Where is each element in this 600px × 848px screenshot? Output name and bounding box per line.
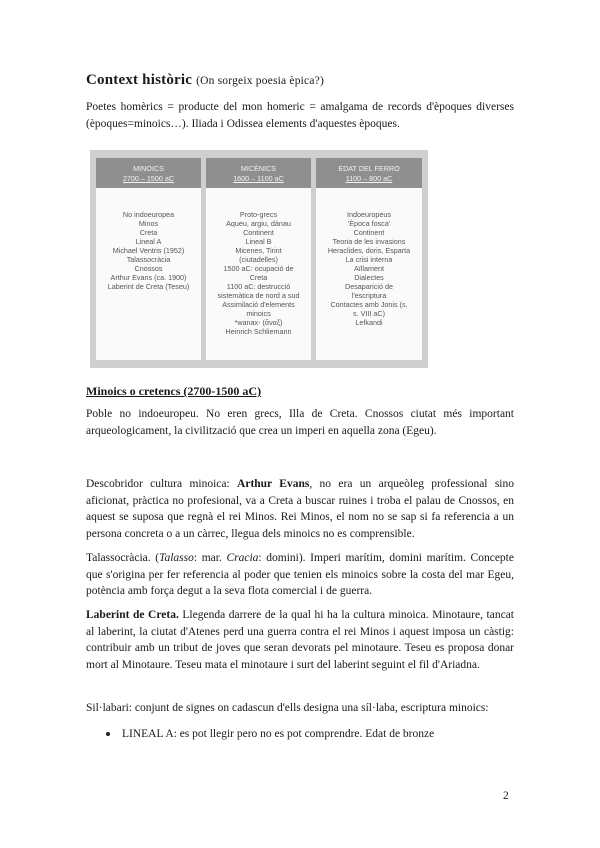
column-item: *wanax- (ἄναξ): [234, 318, 283, 327]
column-item: La crisi interna: [345, 255, 393, 264]
paragraph-labyrinth: [86, 607, 514, 673]
column-item: Aïllament: [354, 264, 384, 273]
paragraph-discoverer: [86, 476, 514, 542]
column-item: Continent: [243, 228, 274, 237]
column-item: Talassocràcia: [126, 255, 171, 264]
column-name: MINOICS: [133, 164, 164, 173]
bullet-dot-icon: [106, 732, 110, 736]
column-item: Lineal A: [135, 237, 162, 246]
column-item: Minos: [138, 219, 159, 228]
periods-table: [90, 150, 428, 368]
column-header: [96, 158, 201, 188]
heading-title: Context històric: [86, 72, 193, 88]
column-item: Dialectes: [354, 273, 384, 282]
column-item: 1100 aC: destrucció: [226, 282, 291, 291]
column-item: Creta: [249, 273, 268, 282]
paragraph-syllabary: Sil·labari: conjunt de signes on cadascun d'ells designa una síl·laba, escriptura minoics:: [86, 702, 489, 714]
intro-paragraph: Poetes homèrics = producte del mon homeric = amalgama de records d'èpoques diverses (èpoques=minoics…). Iliada i Odissea elements d'aquestes èpoques.: [86, 101, 514, 130]
column-item: Teoria de les invasions: [332, 237, 406, 246]
page-number: 2: [503, 790, 509, 802]
column-item: Laberint de Creta (Teseu): [107, 282, 190, 291]
column-item: Cnossos: [134, 264, 163, 273]
section-title: Minoics o cretencs (2700-1500 aC): [86, 384, 262, 398]
bullet-item: [106, 726, 434, 742]
column-items: [208, 210, 309, 336]
discoverer-text: , no era un arqueòleg professional sino aficionat, pràctica no profesional, va a Creta a buscar ruines i troba el palau de Cnossos, en aquest se suposa que regnà el rei Minos. Rei Minos, el nom no se sap si fa referencia a un persona concreta o a un càrrec, llegua dels minoics no es comprensible.: [86, 478, 514, 540]
column-range: 1100 – 800 aC: [345, 174, 393, 183]
table-column-minoics: [96, 158, 201, 360]
column-item: (ciutadelles): [239, 255, 278, 264]
column-item: Micenes, Tirint: [235, 246, 282, 255]
column-item: 1500 aC: ocupació de: [223, 264, 294, 273]
column-item: Heraclides, doris, Esparta: [327, 246, 411, 255]
column-item: s. VIII aC): [353, 309, 385, 318]
heading-subtitle: (On sorgeix poesia èpica?): [196, 75, 324, 87]
labyrinth-text: Llegenda darrere de la qual hi ha la cultura minoica. Minotaure, tancat al laberint, la ciutat d'Atenes perd una guerra contra el rei Minos i aquest imposa un càstig: contribuir amb un tribut de joves que seran devorats pel minotaure. Teseu es proposa donar mort al Minotaure. Teseu mata el minotaure i surt del laberint seguint el fil d'Ariadna.: [86, 609, 514, 671]
column-item: Lineal B: [245, 237, 272, 246]
column-item: Heinrich Schliemann: [225, 327, 292, 336]
column-item: No indoeuropea: [122, 210, 175, 219]
paragraph-thalassocracy: [86, 550, 514, 600]
column-item: Creta: [139, 228, 158, 237]
thalassocracy-text: : domini). Imperi marítim, domini marítim. Concepte que s'origina per fer referencia al poder que tenien els minoics sobre la costa del mar Egeu, potència amb força degut a la seva flota comercial i de guerra.: [86, 552, 514, 597]
discoverer-lead: Descobridor cultura minoica:: [86, 478, 238, 490]
thalassocracy-term-talasso: Talasso: [159, 552, 194, 564]
thalassocracy-term-cracia: Cracia: [226, 552, 259, 564]
discoverer-name: Arthur Evans: [237, 478, 310, 490]
column-item: Indoeuropeus: [347, 210, 391, 219]
thalassocracy-gloss: : mar.: [193, 552, 227, 564]
table-column-edat-ferro: [316, 158, 422, 360]
column-item: minoics: [246, 309, 271, 318]
thalassocracy-lead: Talassocràcia. (: [86, 552, 160, 564]
column-item: Arthur Evans (ca. 1900): [110, 273, 187, 282]
bullet-text: LINEAL A: es pot llegir pero no es pot comprendre. Edat de bronze: [122, 728, 435, 740]
column-item: Contactes amb Jonis (s.: [330, 300, 408, 309]
column-item: Michael Ventris (1952): [112, 246, 185, 255]
column-header: [316, 158, 422, 188]
column-range: 1600 – 1100 aC: [233, 174, 284, 183]
column-item: Proto-grecs: [239, 210, 278, 219]
table-column-micenics: [206, 158, 311, 360]
column-item: 'Època fosca': [347, 219, 391, 228]
column-item: Aqueu, argiu, dànau: [226, 219, 291, 228]
column-item: sistemàtica de nord a sud: [217, 291, 300, 300]
column-item: Lefkandi: [355, 318, 383, 327]
labyrinth-title: Laberint de Creta.: [86, 609, 179, 621]
column-items: [98, 210, 199, 291]
column-range: 2700 – 1500 aC: [122, 174, 175, 183]
paragraph-people: Poble no indoeuropeu. No eren grecs, Illa de Creta. Cnossos ciutat més important arqueologicament, la civilització que crea un imperi en aquella zona (Egeu).: [86, 408, 514, 437]
page-heading: [86, 72, 324, 89]
column-name: MICÈNICS: [240, 164, 277, 173]
column-item: Continent: [353, 228, 385, 237]
column-item: Assimilació d'elements: [222, 300, 295, 309]
column-items: [318, 210, 420, 327]
column-item: Desaparició de: [345, 282, 393, 291]
column-item: l'escriptura: [351, 291, 387, 300]
column-name: EDAT DEL FERRO: [338, 164, 400, 173]
column-header: [206, 158, 311, 188]
